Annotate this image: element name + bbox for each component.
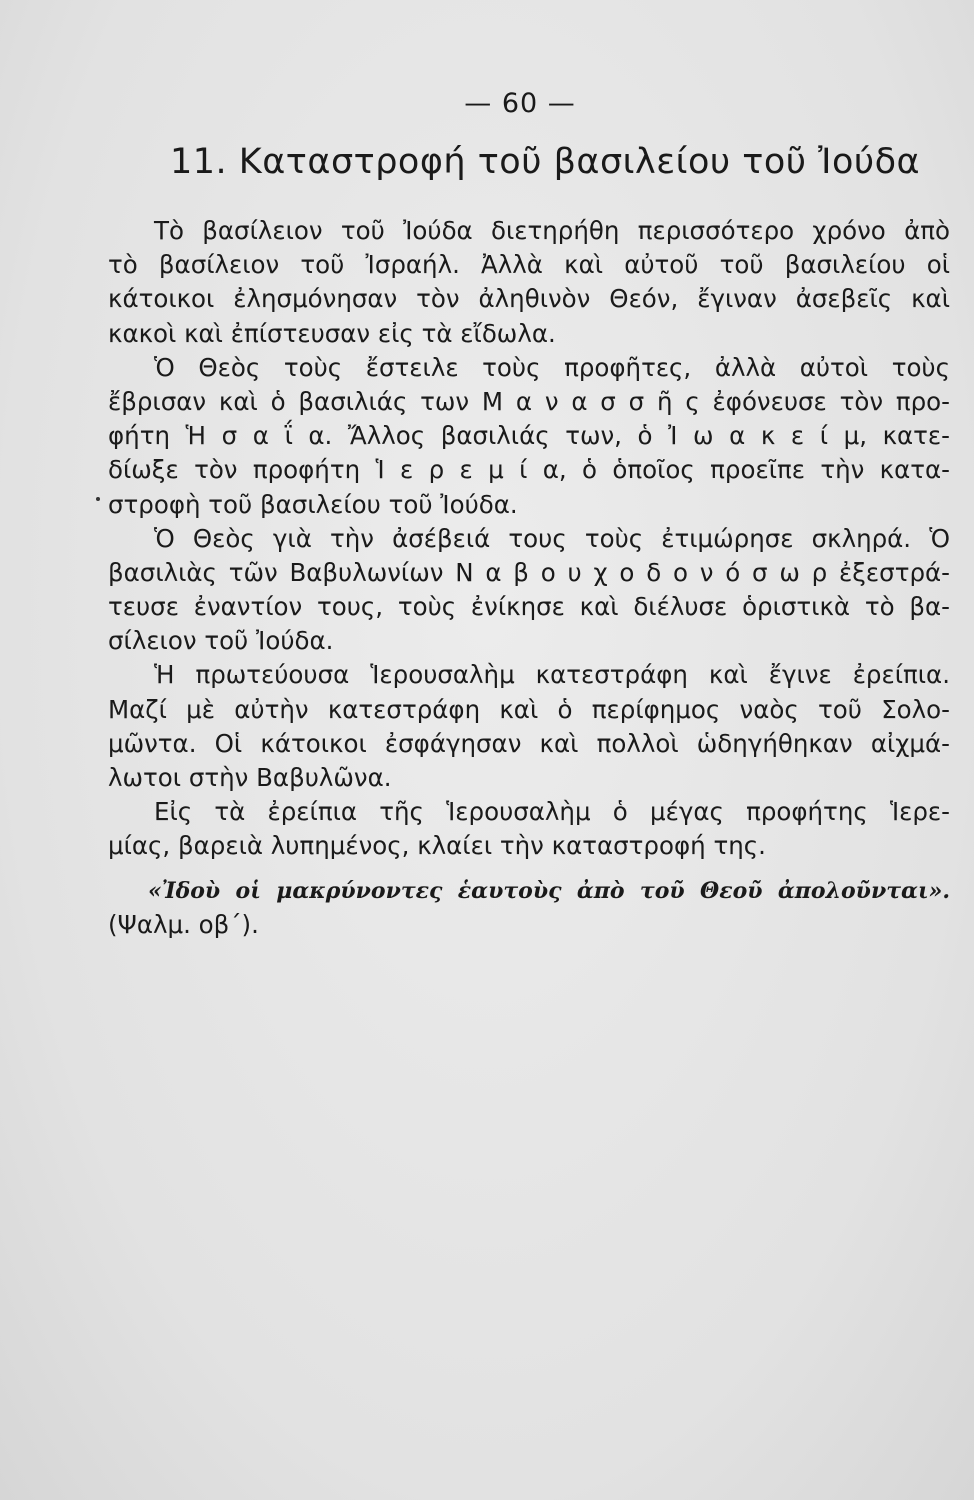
- text-line: τὸ βασίλειον τοῦ Ἰσραήλ. Ἀλλὰ καὶ αὐτοῦ τοῦ βασιλείου οἱ: [108, 250, 950, 280]
- text-line: δίωξε τὸν προφήτη Ἱ ε ρ ε μ ί α, ὁ ὁποῖος προεῖπε τὴν κατα-: [108, 455, 950, 485]
- text-line: τευσε ἐναντίον τους, τοὺς ἐνίκησε καὶ διέλυσε ὁριστικὰ τὸ βα-: [108, 592, 950, 622]
- text-line: μῶντα. Οἱ κάτοικοι ἐσφάγησαν καὶ πολλοὶ ὡδηγήθηκαν αἰχμά-: [108, 728, 950, 758]
- text-line: Μαζί μὲ αὐτὴν κατεστράφη καὶ ὁ περίφημος ναὸς τοῦ Σολο-: [108, 694, 950, 724]
- stray-dot: [96, 497, 100, 501]
- text-line: Ὁ Θεὸς τοὺς ἔστειλε τοὺς προφῆτες, ἀλλὰ αὐτοὶ τοὺς: [154, 352, 950, 382]
- psalm-reference: (Ψαλμ. οβ΄).: [108, 909, 259, 939]
- chapter-body: [108, 214, 950, 942]
- text-line: λωτοι στὴν Βαβυλῶνα.: [108, 763, 392, 792]
- text-line: Τὸ βασίλειον τοῦ Ἰούδα διετηρήθη περισσότερο χρόνο ἀπὸ: [154, 216, 950, 245]
- chapter-title: 11. Καταστροφή τοῦ βασιλείου τοῦ Ἰούδα: [170, 142, 921, 182]
- text-line: Εἰς τὰ ἐρείπια τῆς Ἱερουσαλὴμ ὁ μέγας προφήτης Ἱερε-: [154, 797, 950, 827]
- text-line: Ἡ πρωτεύουσα Ἱερουσαλὴμ κατεστράφη καὶ ἔγινε ἐρείπια.: [154, 660, 950, 690]
- page-number: — 60 —: [464, 88, 576, 119]
- text-line: φήτη Ἡ σ α ΐ α. Ἄλλος βασιλιάς των, ὁ Ἰ ω α κ ε ί μ, κατε-: [108, 421, 950, 451]
- text-line: Ὁ Θεὸς γιὰ τὴν ἀσέβειά τους τοὺς ἐτιμώρησε σκληρά. Ὁ: [154, 523, 950, 553]
- text-line: βασιλιὰς τῶν Βαβυλωνίων Ν α β ο υ χ ο δ ο ν ό σ ω ρ ἐξεστρά-: [108, 557, 950, 587]
- psalm-quote: «Ἰδοὺ οἱ μακρύνοντες ἑαυτοὺς ἀπὸ τοῦ Θεοῦ ἀπολοῦνται».: [148, 877, 950, 904]
- text-line: σίλειον τοῦ Ἰούδα.: [108, 626, 334, 656]
- text-line: μίας, βαρειὰ λυπημένος, κλαίει τὴν καταστροφή της.: [108, 831, 766, 861]
- text-line: στροφὴ τοῦ βασιλείου τοῦ Ἰούδα.: [108, 489, 518, 519]
- text-line: ἔβρισαν καὶ ὁ βασιλιάς των Μ α ν α σ σ ῆ ς ἐφόνευσε τὸν προ-: [108, 386, 950, 416]
- text-line: κακοὶ καὶ ἐπίστευσαν εἰς τὰ εἴδωλα.: [108, 318, 556, 348]
- text-line: κάτοικοι ἐλησμόνησαν τὸν ἀληθινὸν Θεόν, ἔγιναν ἀσεβεῖς καὶ: [108, 284, 950, 314]
